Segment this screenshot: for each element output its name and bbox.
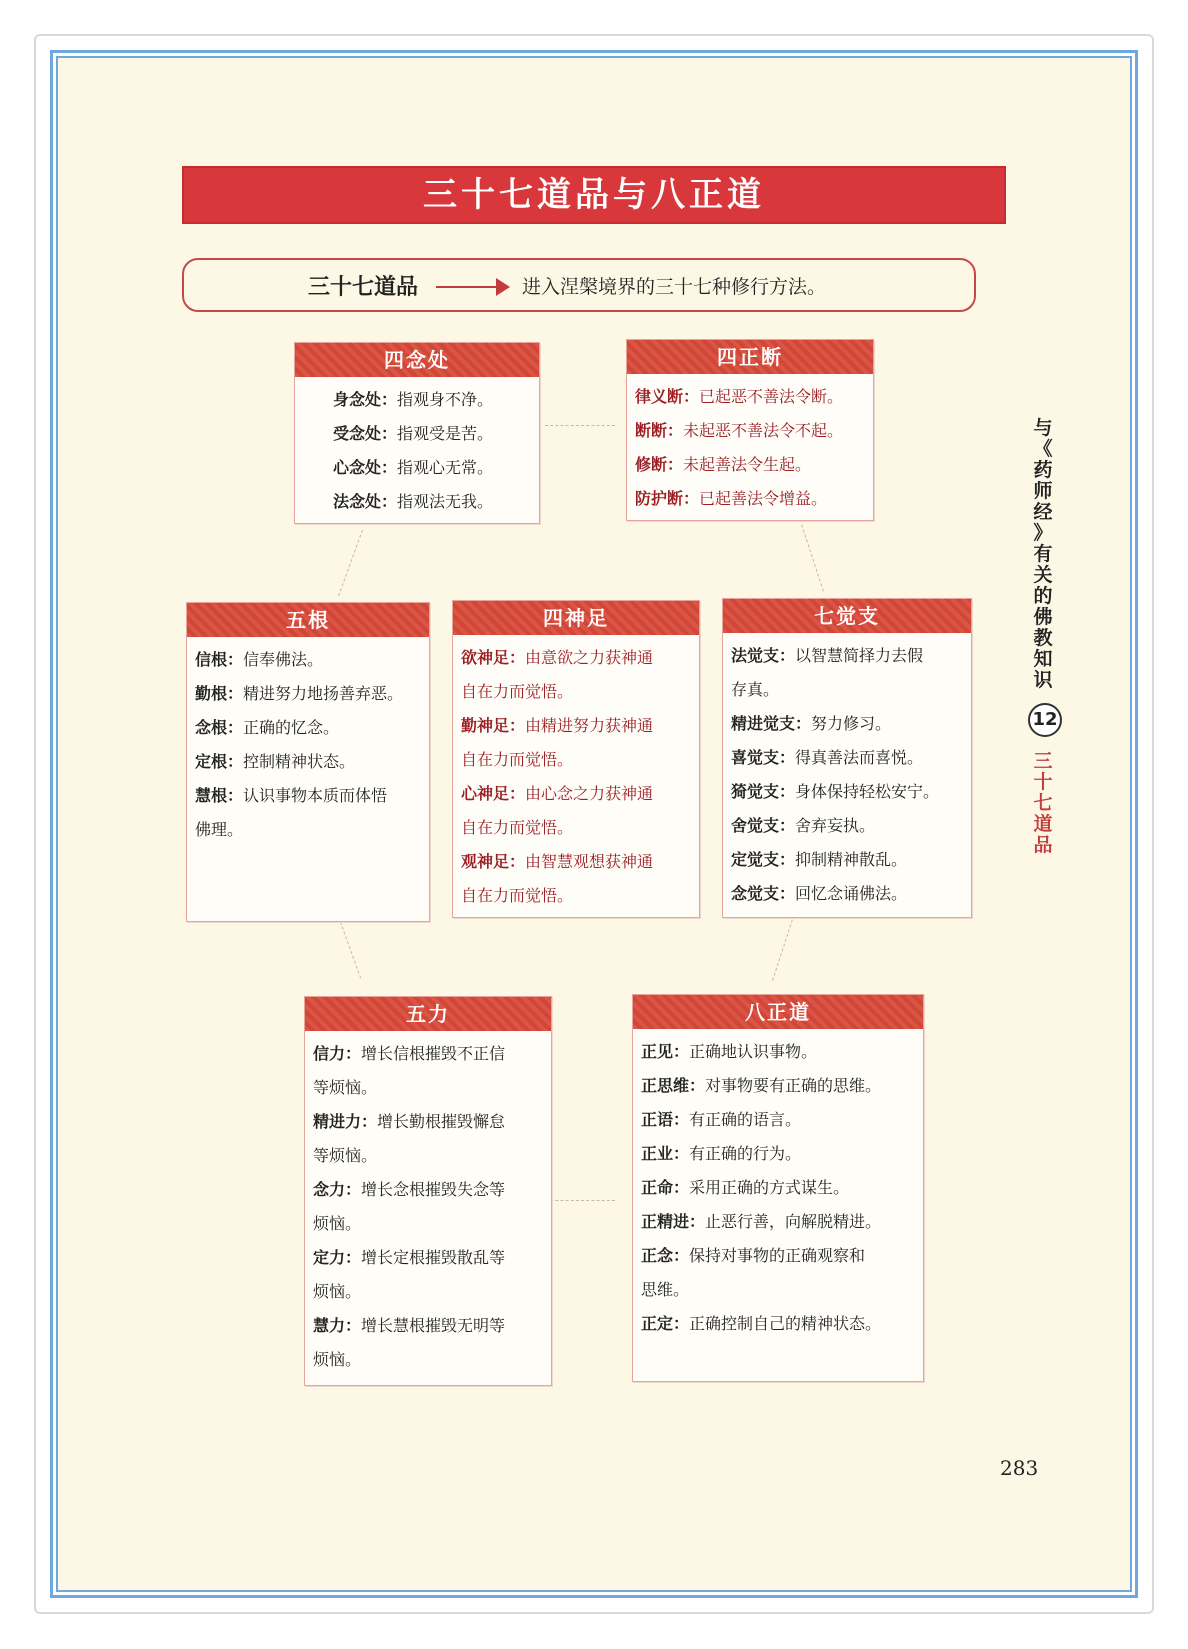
entry-desc: 指观身不净。 [397, 390, 494, 409]
entry-term: 身念处： [333, 390, 398, 409]
entry-desc: 对事物要有正确的思维。 [705, 1076, 882, 1095]
entry-term: 受念处： [333, 424, 398, 443]
box-body [187, 637, 429, 847]
entry-desc: 采用正确的方式谋生。 [689, 1178, 850, 1197]
box-body [453, 635, 699, 913]
entry-row [641, 1137, 915, 1171]
entry-desc: 信奉佛法。 [243, 650, 324, 669]
entry-desc: 烦恼。 [313, 1282, 362, 1301]
entry-desc: 有正确的行为。 [689, 1144, 802, 1163]
section-title: 三 十 七 道 品 [1033, 750, 1053, 856]
entry-desc: 烦恼。 [313, 1350, 362, 1369]
entry-term: 正精进： [641, 1212, 706, 1231]
entry-row [195, 711, 421, 745]
entry-desc: 舍弃妄执。 [795, 816, 876, 835]
entry-desc: 认识事物本质而体悟 [243, 786, 388, 805]
entry-term: 喜觉支： [731, 748, 796, 767]
entry-term: 正命： [641, 1178, 690, 1197]
entry-row [731, 775, 963, 809]
entry-row [461, 641, 691, 675]
entry-desc: 由精进努力获神通 [525, 716, 654, 735]
entry-term: 慧根： [195, 786, 244, 805]
entry-desc: 自在力而觉悟。 [461, 750, 574, 769]
entry-desc: 身体保持轻松安宁。 [795, 782, 940, 801]
entry-desc: 控制精神状态。 [243, 752, 356, 771]
entry-term: 心神足： [461, 784, 526, 803]
box-body [633, 1029, 923, 1341]
box-sinianchu [294, 342, 540, 524]
entry-desc: 已起善法令增益。 [699, 489, 828, 508]
entry-term: 精进觉支： [731, 714, 812, 733]
entry-desc: 自在力而觉悟。 [461, 886, 574, 905]
entry-row [731, 809, 963, 843]
entry-desc: 以智慧简择力去假 [795, 646, 924, 665]
entry-row [731, 843, 963, 877]
entry-desc: 保持对事物的正确观察和 [689, 1246, 866, 1265]
box-wuli [304, 996, 552, 1386]
entry-desc: 存真。 [731, 680, 780, 699]
entry-desc: 等烦恼。 [313, 1078, 378, 1097]
entry-term: 观神足： [461, 852, 526, 871]
entry-row [461, 675, 691, 709]
chapter-number: 12 [1028, 703, 1062, 737]
entry-row [635, 380, 865, 414]
entry-term: 精进力： [313, 1112, 378, 1131]
entry-row [333, 383, 531, 417]
page-number: 283 [1000, 1456, 1039, 1480]
arrow-right-icon [496, 278, 510, 296]
entry-desc: 佛理。 [195, 820, 244, 839]
entry-desc: 止恶行善，向解脱精进。 [705, 1212, 882, 1231]
entry-row [461, 879, 691, 913]
entry-desc: 抑制精神散乱。 [795, 850, 908, 869]
box-body [723, 633, 971, 911]
entry-term: 断断： [635, 421, 684, 440]
entry-row [641, 1205, 915, 1239]
intro-term: 三十七道品 [308, 275, 419, 300]
box-title: 四神足 [453, 601, 699, 635]
entry-row [313, 1071, 543, 1105]
entry-row [195, 745, 421, 779]
entry-desc: 精进努力地扬善弃恶。 [243, 684, 404, 703]
entry-desc: 回忆念诵佛法。 [795, 884, 908, 903]
entry-row [313, 1241, 543, 1275]
entry-desc: 指观心无常。 [397, 458, 494, 477]
box-body [627, 374, 873, 516]
entry-term: 定觉支： [731, 850, 796, 869]
entry-desc: 得真善法而喜悦。 [795, 748, 924, 767]
entry-term: 信力： [313, 1044, 362, 1063]
entry-term: 防护断： [635, 489, 700, 508]
entry-desc: 正确的忆念。 [243, 718, 340, 737]
entry-row [313, 1105, 543, 1139]
entry-row [313, 1309, 543, 1343]
title-banner [182, 166, 1006, 224]
entry-row [461, 743, 691, 777]
entry-row [641, 1035, 915, 1069]
entry-term: 律义断： [635, 387, 700, 406]
entry-term: 正语： [641, 1110, 690, 1129]
entry-row [641, 1273, 915, 1307]
entry-term: 念根： [195, 718, 244, 737]
entry-row [333, 417, 531, 451]
entry-row [313, 1343, 543, 1377]
entry-term: 定根： [195, 752, 244, 771]
entry-desc: 由意欲之力获神通 [525, 648, 654, 667]
entry-row [195, 779, 421, 813]
entry-row [731, 707, 963, 741]
entry-row [333, 451, 531, 485]
entry-row [461, 811, 691, 845]
entry-term: 正念： [641, 1246, 690, 1265]
entry-row [635, 482, 865, 516]
box-sizhengduan [626, 339, 874, 521]
entry-row [461, 777, 691, 811]
entry-desc: 增长念根摧毁失念等 [361, 1180, 506, 1199]
entry-row [641, 1307, 915, 1341]
entry-desc: 正确控制自己的精神状态。 [689, 1314, 882, 1333]
entry-row [195, 643, 421, 677]
entry-row [731, 877, 963, 911]
entry-term: 心念处： [333, 458, 398, 477]
entry-term: 念觉支： [731, 884, 796, 903]
entry-desc: 由智慧观想获神通 [525, 852, 654, 871]
entry-desc: 自在力而觉悟。 [461, 682, 574, 701]
box-bazhengdao [632, 994, 924, 1382]
intro-box [182, 258, 976, 312]
entry-term: 正思维： [641, 1076, 706, 1095]
entry-row [641, 1069, 915, 1103]
entry-desc: 未起恶不善法令不起。 [683, 421, 844, 440]
box-title: 五力 [305, 997, 551, 1031]
entry-desc: 有正确的语言。 [689, 1110, 802, 1129]
entry-row [635, 414, 865, 448]
box-title: 七觉支 [723, 599, 971, 633]
intro-arrow-line [436, 286, 498, 288]
connector-line [545, 1200, 615, 1201]
entry-desc: 由心念之力获神通 [525, 784, 654, 803]
entry-row [333, 485, 531, 519]
entry-desc: 已起恶不善法令断。 [699, 387, 844, 406]
entry-desc: 烦恼。 [313, 1214, 362, 1233]
entry-row [461, 845, 691, 879]
entry-desc: 努力修习。 [811, 714, 892, 733]
entry-row [195, 813, 421, 847]
entry-term: 正定： [641, 1314, 690, 1333]
entry-desc: 等烦恼。 [313, 1146, 378, 1165]
entry-row [313, 1207, 543, 1241]
entry-term: 慧力： [313, 1316, 362, 1335]
connector-line [545, 425, 615, 426]
entry-desc: 增长勤根摧毁懈怠 [377, 1112, 506, 1131]
entry-term: 猗觉支： [731, 782, 796, 801]
entry-row [635, 448, 865, 482]
box-sishenzu [452, 600, 700, 918]
entry-term: 法念处： [333, 492, 398, 511]
entry-desc: 正确地认识事物。 [689, 1042, 818, 1061]
entry-desc: 增长信根摧毁不正信 [361, 1044, 506, 1063]
entry-term: 欲神足： [461, 648, 526, 667]
entry-term: 法觉支： [731, 646, 796, 665]
entry-term: 定力： [313, 1248, 362, 1267]
entry-desc: 指观受是苦。 [397, 424, 494, 443]
entry-term: 正业： [641, 1144, 690, 1163]
box-body [305, 1031, 551, 1377]
intro-description: 进入涅槃境界的三十七种修行方法。 [522, 276, 827, 298]
box-title: 四念处 [295, 343, 539, 377]
entry-desc: 增长慧根摧毁无明等 [361, 1316, 506, 1335]
entry-row [731, 673, 963, 707]
box-body [295, 377, 539, 519]
entry-row [195, 677, 421, 711]
entry-row [313, 1275, 543, 1309]
entry-row [641, 1239, 915, 1273]
entry-row [313, 1139, 543, 1173]
entry-term: 舍觉支： [731, 816, 796, 835]
box-wugen [186, 602, 430, 922]
entry-desc: 未起善法令生起。 [683, 455, 812, 474]
entry-row [461, 709, 691, 743]
entry-term: 勤神足： [461, 716, 526, 735]
entry-term: 念力： [313, 1180, 362, 1199]
entry-row [313, 1037, 543, 1071]
box-title: 八正道 [633, 995, 923, 1029]
box-title: 四正断 [627, 340, 873, 374]
page-title: 三十七道品与八正道 [423, 175, 765, 215]
entry-term: 正见： [641, 1042, 690, 1061]
chapter-title: 与 《 药 师 经 》 有 关 的 佛 教 知 识 [1033, 417, 1053, 691]
box-title: 五根 [187, 603, 429, 637]
entry-desc: 自在力而觉悟。 [461, 818, 574, 837]
entry-desc: 指观法无我。 [397, 492, 494, 511]
entry-desc: 增长定根摧毁散乱等 [361, 1248, 506, 1267]
entry-row [313, 1173, 543, 1207]
entry-row [731, 639, 963, 673]
entry-term: 信根： [195, 650, 244, 669]
entry-row [731, 741, 963, 775]
entry-term: 修断： [635, 455, 684, 474]
entry-row [641, 1171, 915, 1205]
chapter-side-tab [1028, 418, 1058, 856]
entry-row [641, 1103, 915, 1137]
entry-desc: 思维。 [641, 1280, 690, 1299]
entry-term: 勤根： [195, 684, 244, 703]
box-qijuezhi [722, 598, 972, 918]
